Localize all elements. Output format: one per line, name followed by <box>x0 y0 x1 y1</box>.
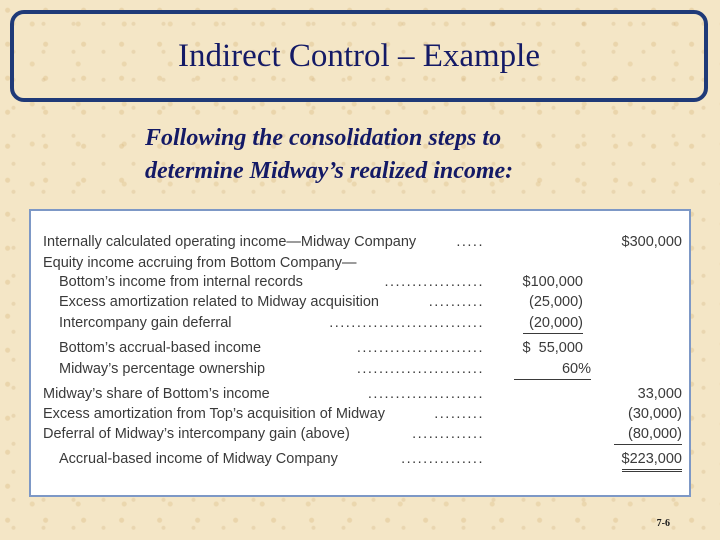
row-label: Midway’s percentage ownership <box>59 361 266 377</box>
row-leader-dots: ....................... <box>356 340 484 356</box>
table-row <box>31 232 689 252</box>
row-total-value: (30,000) <box>627 406 682 422</box>
row-leader-dots: ......... <box>434 406 484 422</box>
table-row <box>31 338 689 358</box>
row-label: Intercompany gain deferral <box>59 315 232 331</box>
table-row <box>31 384 689 404</box>
page-number: 7-6 <box>656 518 670 529</box>
income-table <box>29 209 691 497</box>
row-leader-dots: ............................ <box>329 315 484 331</box>
table-row <box>31 313 689 333</box>
row-leader-dots: ..................... <box>367 386 484 402</box>
table-row <box>31 253 689 273</box>
table-row <box>31 359 689 379</box>
row-label: Accrual-based income of Midway Company <box>59 451 338 467</box>
row-label: Excess amortization related to Midway acquisition <box>59 294 379 310</box>
row-leader-dots: ....................... <box>356 361 484 377</box>
row-label: Excess amortization from Top’s acquisition of Midway <box>43 406 385 422</box>
row-subtotal-value: $ 55,000 <box>522 340 583 356</box>
row-label: Equity income accruing from Bottom Company— <box>43 255 357 271</box>
row-label: Bottom’s accrual-based income <box>59 340 262 356</box>
table-row <box>31 272 689 292</box>
row-total-value: 33,000 <box>637 386 682 402</box>
row-total-value: (80,000) <box>614 424 682 445</box>
table-row <box>31 424 689 444</box>
slide-subtitle <box>145 122 665 188</box>
row-label: Internally calculated operating income—Midway Company <box>43 234 417 250</box>
row-total-value: $223,000 <box>622 449 682 472</box>
subtitle-line-2: determine Midway’s realized income: <box>145 158 514 184</box>
row-leader-dots: .................. <box>384 274 484 290</box>
table-row <box>31 449 689 469</box>
row-leader-dots: ............. <box>412 426 484 442</box>
title-box <box>10 10 708 102</box>
row-label: Midway’s share of Bottom’s income <box>43 386 270 402</box>
row-total-value: $300,000 <box>621 234 682 250</box>
row-leader-dots: ............... <box>401 451 484 467</box>
subtitle-line-1: Following the consolidation steps to <box>145 125 502 151</box>
row-leader-dots: .......... <box>428 294 484 310</box>
table-row <box>31 292 689 312</box>
row-subtotal-value: 60% <box>514 359 591 380</box>
row-subtotal-value: $100,000 <box>522 274 583 290</box>
row-leader-dots: ..... <box>456 234 484 250</box>
row-subtotal-value: (20,000) <box>523 313 583 334</box>
row-label: Deferral of Midway’s intercompany gain (above) <box>43 426 350 442</box>
slide-title: Indirect Control – Example <box>178 37 540 74</box>
table-row <box>31 404 689 424</box>
row-subtotal-value: (25,000) <box>528 294 583 310</box>
row-label: Bottom’s income from internal records <box>59 274 303 290</box>
